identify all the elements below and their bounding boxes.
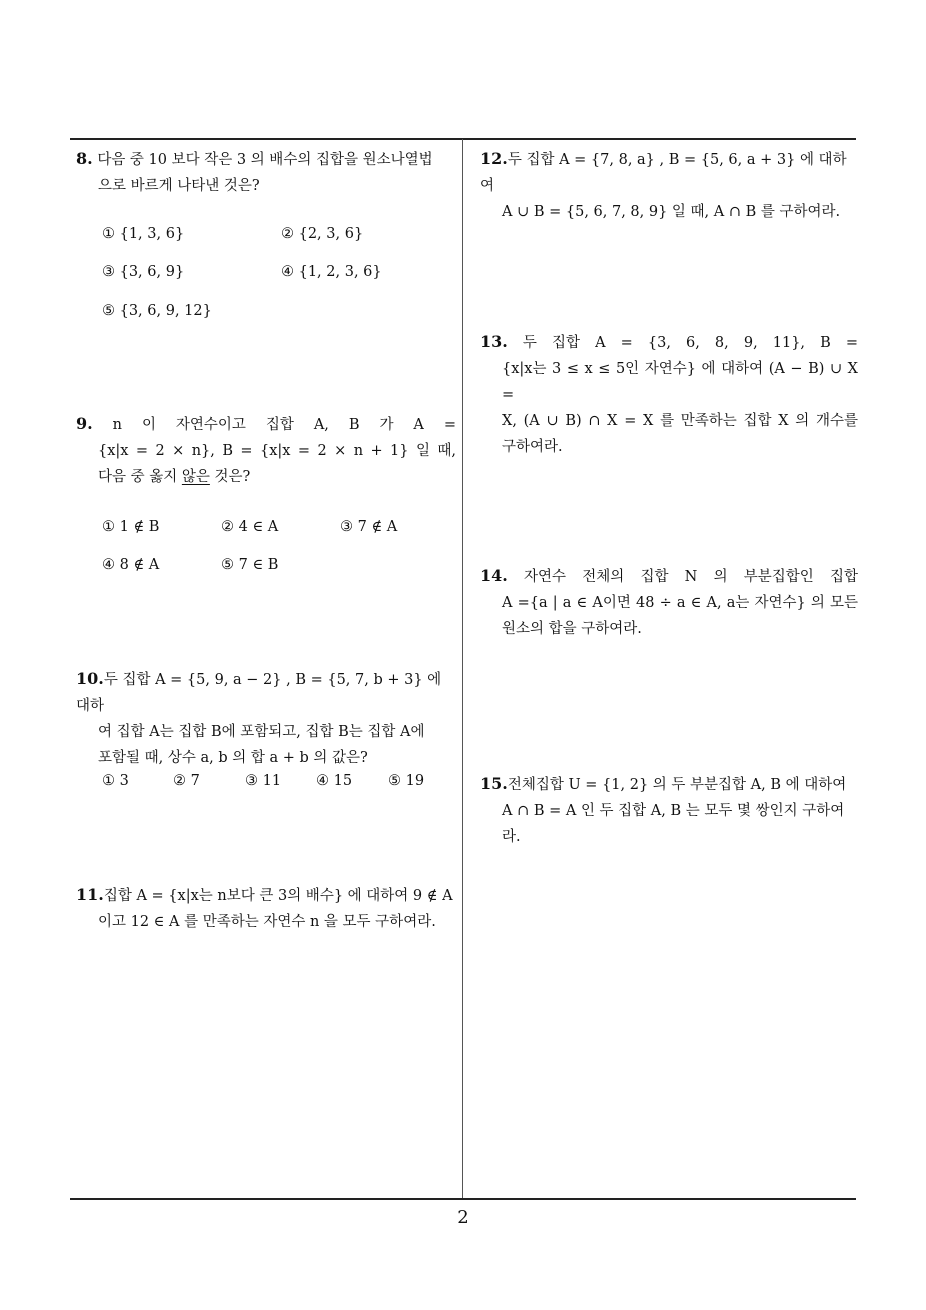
page-number: 2 — [457, 1207, 469, 1228]
choice-5: ⑤ {3, 6, 9, 12} — [102, 303, 212, 319]
question-14 — [480, 563, 858, 642]
question-text-line: n 이 자연수이고 집합 A, B 가 A = — [112, 417, 456, 433]
question-text-line: 두 집합 A = {7, 8, a} , B = {5, 6, a + 3} 에 대하여 — [480, 152, 847, 194]
question-number: 11. — [76, 885, 104, 904]
question-number: 10. — [76, 669, 104, 688]
question-text-line: 포함될 때, 상수 a, b 의 합 a + b 의 값은? — [98, 750, 368, 766]
question-text-line: 두 집합 A = {3, 6, 8, 9, 11}, B = — [522, 335, 858, 351]
question-text-line: {x|x = 2 × n}, B = {x|x = 2 × n + 1} 일 때, — [98, 443, 456, 459]
question-text-line: 라. — [502, 829, 521, 845]
choice-4: ④ 15 — [316, 773, 353, 789]
question-number: 12. — [480, 149, 508, 168]
question-13 — [480, 329, 858, 460]
underlined-word: 않은 — [181, 469, 210, 485]
question-text-line: 전체집합 U = {1, 2} 의 두 부분집합 A, B 에 대하여 — [507, 777, 847, 793]
question-number: 8. — [76, 149, 93, 168]
choice-5: ⑤ 7 ∈ B — [221, 557, 279, 573]
question-8 — [76, 146, 456, 199]
question-text-line: 두 집합 A = {5, 9, a − 2} , B = {5, 7, b + 3} 에 대하 — [76, 672, 442, 714]
choice-4: ④ {1, 2, 3, 6} — [281, 264, 382, 280]
question-11 — [76, 882, 458, 935]
question-text-line: A ∪ B = {5, 6, 7, 8, 9} 일 때, A ∩ B 를 구하여라. — [502, 204, 841, 220]
question-text-line: 여 집합 A는 집합 B에 포함되고, 집합 B는 집합 A에 — [98, 724, 425, 740]
question-number: 15. — [480, 774, 508, 793]
question-text-line: 것은? — [209, 469, 251, 485]
choice-2: ② 7 — [173, 773, 200, 789]
question-number: 13. — [480, 332, 508, 351]
question-text-line: 으로 바르게 나타낸 것은? — [98, 178, 260, 194]
choice-1: ① 3 — [102, 773, 129, 789]
question-text-line: 원소의 합을 구하여라. — [502, 621, 642, 637]
question-text-line: X, (A ∪ B) ∩ X = X 를 만족하는 집합 X 의 개수를 — [502, 413, 858, 429]
choice-1: ① {1, 3, 6} — [102, 226, 185, 242]
choice-3: ③ 7 ∉ A — [340, 519, 398, 535]
choice-4: ④ 8 ∉ A — [102, 557, 160, 573]
question-text-line: {x|x는 3 ≤ x ≤ 5인 자연수} 에 대하여 (A − B) ∪ X = — [502, 361, 858, 403]
question-number: 14. — [480, 566, 508, 585]
question-text-line: 집합 A = {x|x는 n보다 큰 3의 배수} 에 대하여 9 ∉ A — [103, 888, 453, 904]
question-15 — [480, 771, 860, 850]
choice-2: ② 4 ∈ A — [221, 519, 279, 535]
column-divider — [462, 139, 463, 1199]
bottom-rule — [70, 1198, 856, 1200]
choice-1: ① 1 ∉ B — [102, 519, 160, 535]
question-text-line: 다음 중 옳지 — [98, 469, 182, 485]
choice-5: ⑤ 19 — [388, 773, 425, 789]
question-9 — [76, 411, 456, 490]
question-text-line: A ={a | a ∈ A이면 48 ÷ a ∈ A, a는 자연수} 의 모든 — [502, 595, 858, 611]
question-text-line: A ∩ B = A 인 두 집합 A, B 는 모두 몇 쌍인지 구하여 — [502, 803, 845, 819]
question-12 — [480, 146, 860, 225]
question-text-line: 구하여라. — [502, 439, 563, 455]
choice-2: ② {2, 3, 6} — [281, 226, 364, 242]
question-text-line: 이고 12 ∈ A 를 만족하는 자연수 n 을 모두 구하여라. — [98, 914, 436, 930]
question-text-line: 다음 중 10 보다 작은 3 의 배수의 집합을 원소나열법 — [97, 152, 433, 168]
question-10 — [76, 666, 456, 771]
question-number: 9. — [76, 414, 93, 433]
question-text-line: 자연수 전체의 집합 N 의 부분집합인 집합 — [524, 569, 859, 585]
choice-3: ③ {3, 6, 9} — [102, 264, 185, 280]
choice-3: ③ 11 — [245, 773, 282, 789]
